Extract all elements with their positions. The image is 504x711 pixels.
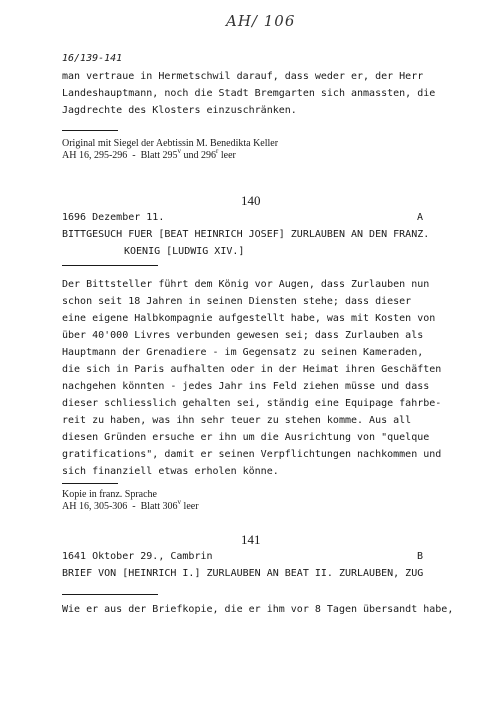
document-letter: B (417, 551, 424, 562)
source-text: und 296 (181, 150, 217, 161)
divider-rule (62, 265, 158, 266)
source-text: AH 16, 295-296 - Blatt 295 (62, 150, 178, 161)
source-text: leer (218, 150, 236, 161)
paragraph-line: Landeshauptmann, noch die Stadt Bremgarten sich anmassten, die (62, 88, 436, 99)
document-title: BITTGESUCH FUER [BEAT HEINRICH JOSEF] ZURLAUBEN AN DEN FRANZ. (62, 229, 430, 240)
body-line: eine eigene Halbkompagnie aufgestellt habe, was mit Kosten von (62, 313, 436, 324)
body-line: dieser schliesslich gehalten sei, ständig eine Equipage fahrbe- (62, 398, 442, 409)
body-line: diesen Gründen ersuche er ihn um die Ausrichtung von "quelque (62, 432, 430, 443)
document-letter: A (417, 212, 424, 223)
body-line: gratifications", damit er seinen Verpflichtungen nachkommen und (62, 449, 442, 460)
source-line (62, 498, 199, 513)
body-line: schon seit 18 Jahren in seinen Diensten stehe; dass dieser (62, 296, 412, 307)
divider-rule (62, 594, 158, 595)
superscript: v (177, 498, 182, 506)
superscript: v (177, 147, 182, 155)
body-line: Der Bittsteller führt dem König vor Augen, dass Zurlauben nun (62, 279, 430, 290)
body-line: Wie er aus der Briefkopie, die er ihm vor 8 Tagen übersandt habe, (62, 604, 454, 615)
document-number: 140 (241, 193, 261, 208)
body-line: über 40'000 Livres verbunden gewesen sei; dass Zurlauben als (62, 330, 424, 341)
paragraph-line: Jagdrechte des Klosters einzuschränken. (62, 105, 297, 116)
document-title: BRIEF VON [HEINRICH I.] ZURLAUBEN AN BEAT II. ZURLAUBEN, ZUG (62, 568, 424, 579)
document-date: 1641 Oktober 29., Cambrin (62, 551, 213, 562)
body-line: nachgehen könnten - jedes Jahr ins Feld ziehen müsse und dass (62, 381, 430, 392)
paragraph-line: man vertraue in Hermetschwil darauf, dass weder er, der Herr (62, 71, 424, 82)
document-date: 1696 Dezember 11. (62, 212, 165, 223)
body-line: reit zu haben, was ihn sehr teuer zu stehen komme. Aus all (62, 415, 412, 426)
body-line: sich finanziell etwas erholen könne. (62, 466, 279, 477)
handwritten-archive-note: AH/ 106 (226, 12, 296, 30)
reference-line: 16/139-141 (62, 53, 123, 64)
divider-rule (62, 130, 118, 131)
body-line: Hauptmann der Grenadiere - im Gegensatz zu seinen Kameraden, (62, 347, 424, 358)
source-line: Kopie in franz. Sprache (62, 489, 157, 500)
source-line (62, 147, 236, 162)
document-number: 141 (241, 532, 261, 547)
document-title: KOENIG [LUDWIG XIV.] (124, 246, 245, 257)
superscript: r (216, 147, 219, 155)
source-text: leer (181, 501, 199, 512)
body-line: die sich in Paris aufhalten oder in der Heimat ihren Geschäften (62, 364, 442, 375)
divider-rule (62, 483, 118, 484)
source-text: AH 16, 305-306 - Blatt 306 (62, 501, 178, 512)
source-line: Original mit Siegel der Aebtissin M. Benedikta Keller (62, 138, 279, 149)
